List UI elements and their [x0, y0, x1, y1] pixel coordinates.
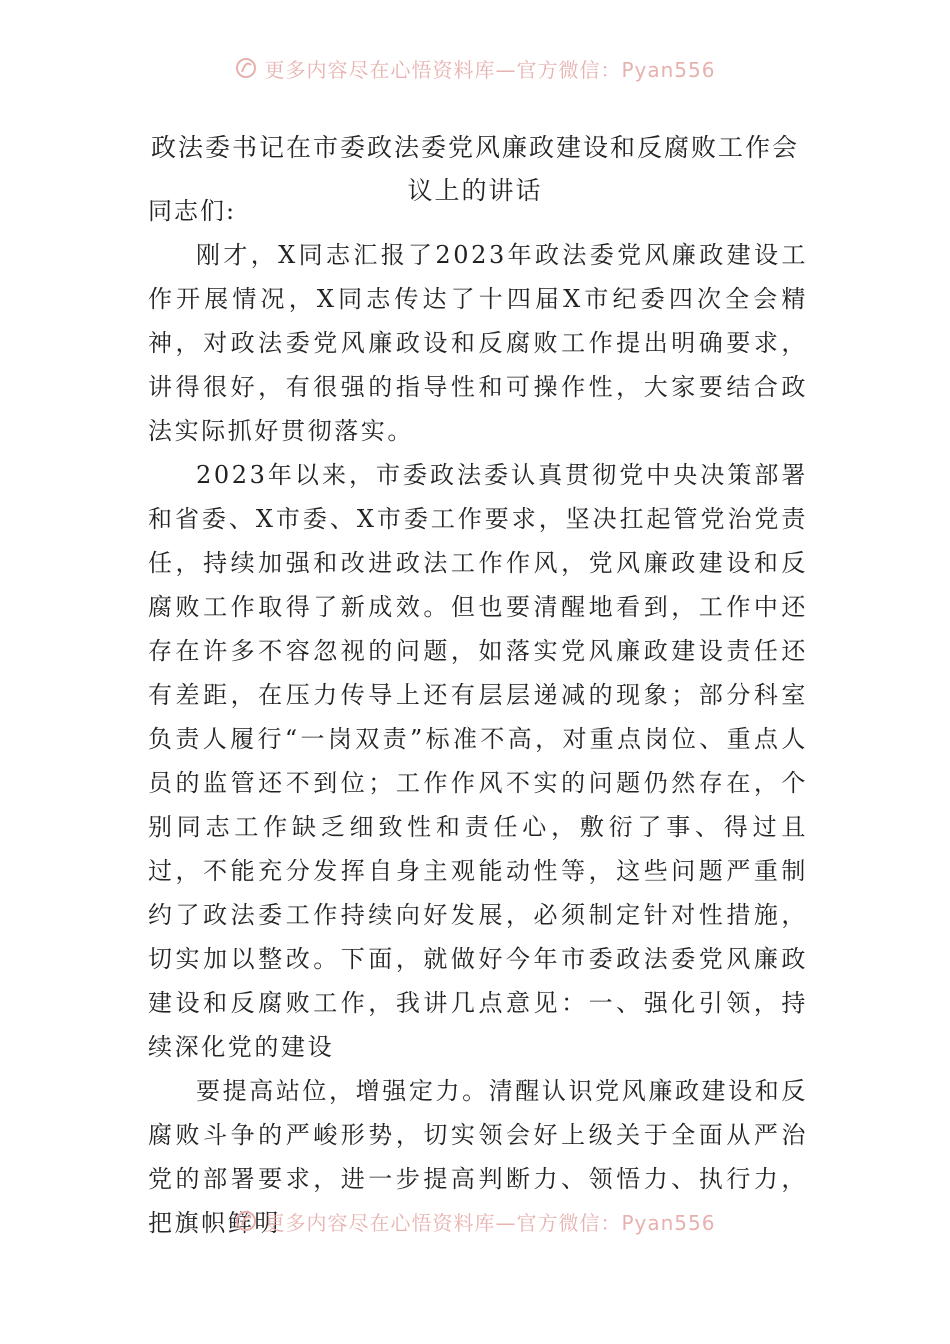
watermark-text: 更多内容尽在心悟资料库—官方微信：Pyan556: [264, 57, 716, 82]
watermark-footer: [0, 1206, 950, 1236]
paragraph-1: 刚才，X同志汇报了2023年政法委党风廉政建设工作开展情况，X同志传达了十四届X市纪委四次全会精神，对政法委党风廉政设和反腐败工作提出明确要求，讲得很好，有很强的指导性和可操作性，大家要结合政法实际抓好贯彻落实。: [148, 241, 808, 445]
watermark-header: [0, 53, 950, 83]
paragraph-3: 要提高站位，增强定力。清醒认识党风廉政建设和反腐败斗争的严峻形势，切实领会好上级关于全面从严治党的部署要求，进一步提高判断力、领悟力、执行力，把旗帜鲜明: [148, 1077, 808, 1237]
document-body: [148, 189, 808, 1245]
salutation: 同志们:: [148, 197, 237, 225]
document-title: 政法委书记在市委政法委党风廉政建设和反腐败工作会议上的讲话: [150, 133, 799, 205]
paragraph-2: 2023年以来，市委政法委认真贯彻党中央决策部署和省委、X市委、X市委工作要求，坚决扛起管党治党责任，持续加强和改进政法工作作风，党风廉政建设和反腐败工作取得了新成效。但也要清醒地看到，工作中还存在许多不容忽视的问题，如落实党风廉政建设责任还有差距，在压力传导上还有层层递减的现象；部分科室负责人履行“一岗双责”标准不高，对重点岗位、重点人员的监管还不到位；工作作风不实的问题仍然存在，个别同志工作缺乏细致性和责任心，敷衍了事、得过且过，不能充分发挥自身主观能动性等，这些问题严重制约了政法委工作持续向好发展，必须制定针对性措施，切实加以整改。下面，就做好今年市委政法委党风廉政建设和反腐败工作，我讲几点意见：一、强化引领，持续深化党的建设: [148, 461, 808, 1061]
logo-mark-icon: [234, 56, 258, 80]
logo-mark-icon: [234, 1209, 258, 1233]
watermark-text: 更多内容尽在心悟资料库—官方微信：Pyan556: [264, 1210, 716, 1235]
